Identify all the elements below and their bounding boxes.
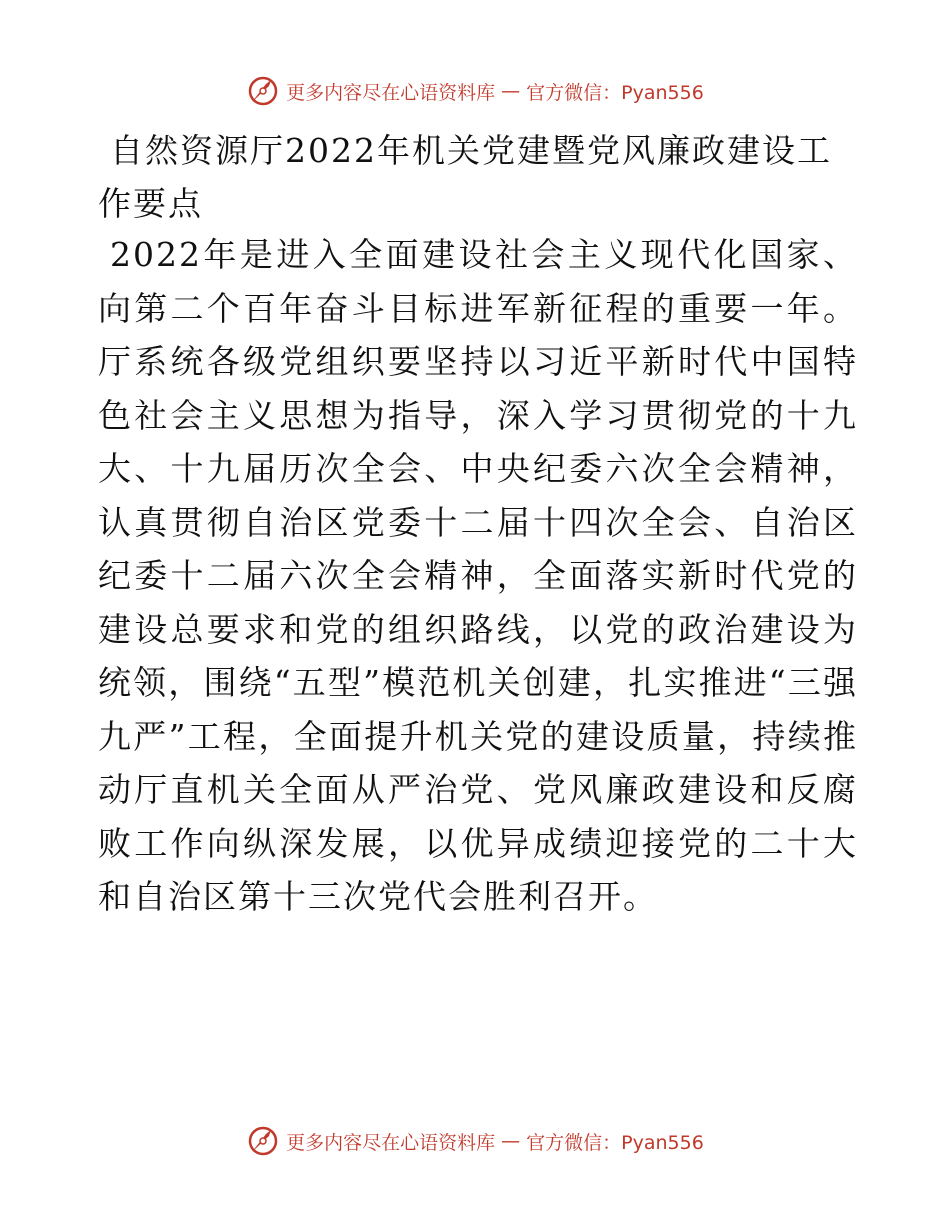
watermark-separator: —: [501, 1130, 521, 1152]
quill-pen-logo-icon: [246, 1124, 280, 1158]
watermark-wechat: 官方微信：Pyan556: [526, 81, 704, 104]
header-watermark: [0, 74, 950, 108]
document-paragraph: 2022年是进入全面建设社会主义现代化国家、向第二个百年奋斗目标进军新征程的重要一年。厅系统各级党组织要坚持以习近平新时代中国特色社会主义思想为指导，深入学习贯彻党的十九大、十九届历次全会、中央纪委六次全会精神，认真贯彻自治区党委十二届十四次全会、自治区纪委十二届六次全会精神，全面落实新时代党的建设总要求和党的组织路线，以党的政治建设为统领，围绕“五型”模范机关创建，扎实推进“三强九严”工程，全面提升机关党的建设质量，持续推动厅直机关全面从严治党、党风廉政建设和反腐败工作向纵深发展，以优异成绩迎接党的二十大和自治区第十三次党代会胜利召开。: [98, 235, 858, 916]
watermark-text: 更多内容尽在心语资料库: [286, 81, 496, 104]
quill-pen-logo-icon: [246, 74, 280, 108]
watermark-separator: —: [501, 80, 521, 102]
watermark-text: 更多内容尽在心语资料库: [286, 1131, 496, 1154]
footer-watermark: [0, 1124, 950, 1158]
watermark-wechat: 官方微信：Pyan556: [526, 1131, 704, 1154]
document-title: 自然资源厅2022年机关党建暨党风廉政建设工作要点: [98, 131, 832, 223]
